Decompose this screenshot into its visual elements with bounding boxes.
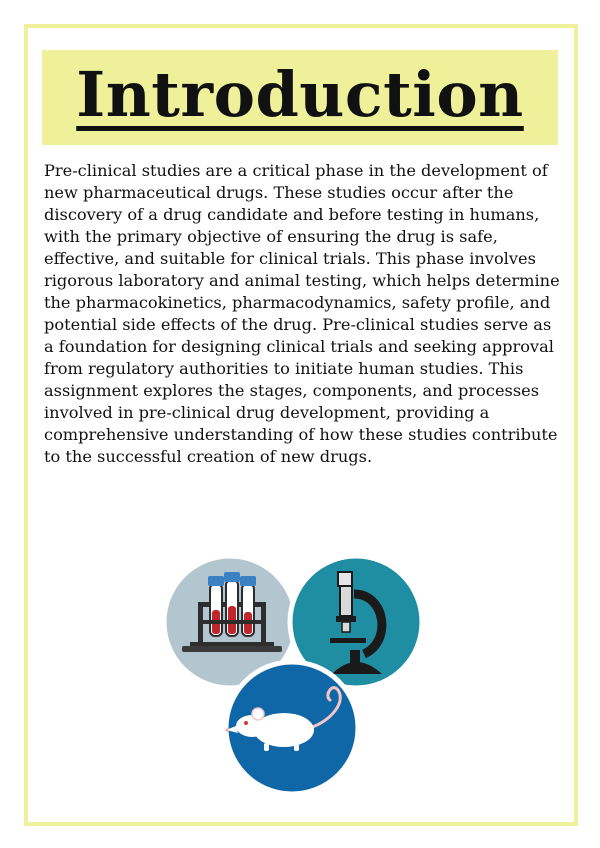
preclinical-illustration	[160, 550, 430, 800]
title-banner	[42, 50, 558, 145]
intro-paragraph: Pre-clinical studies are a critical phase in the development of new pharmaceutical drugs. These studies occur after the discovery of a drug candidate and before testing in humans, with the primary objective of ensuring the drug is safe, effective, and suitable for clinical trials. This phase involves rigorous laboratory and animal testing, which helps determine the pharmacokinetics, pharmacodynamics, safety profile, and potential side effects of the drug. Pre-clinical studies serve as a foundation for designing clinical trials and seeking approval from regulatory authorities to initiate human studies. This assignment explores the stages, components, and processes involved in pre-clinical drug development, providing a comprehensive understanding of how these studies contribute to the successful creation of new drugs.	[44, 161, 560, 466]
page-title: Introduction	[76, 58, 524, 131]
lab-rat-icon	[225, 662, 358, 794]
